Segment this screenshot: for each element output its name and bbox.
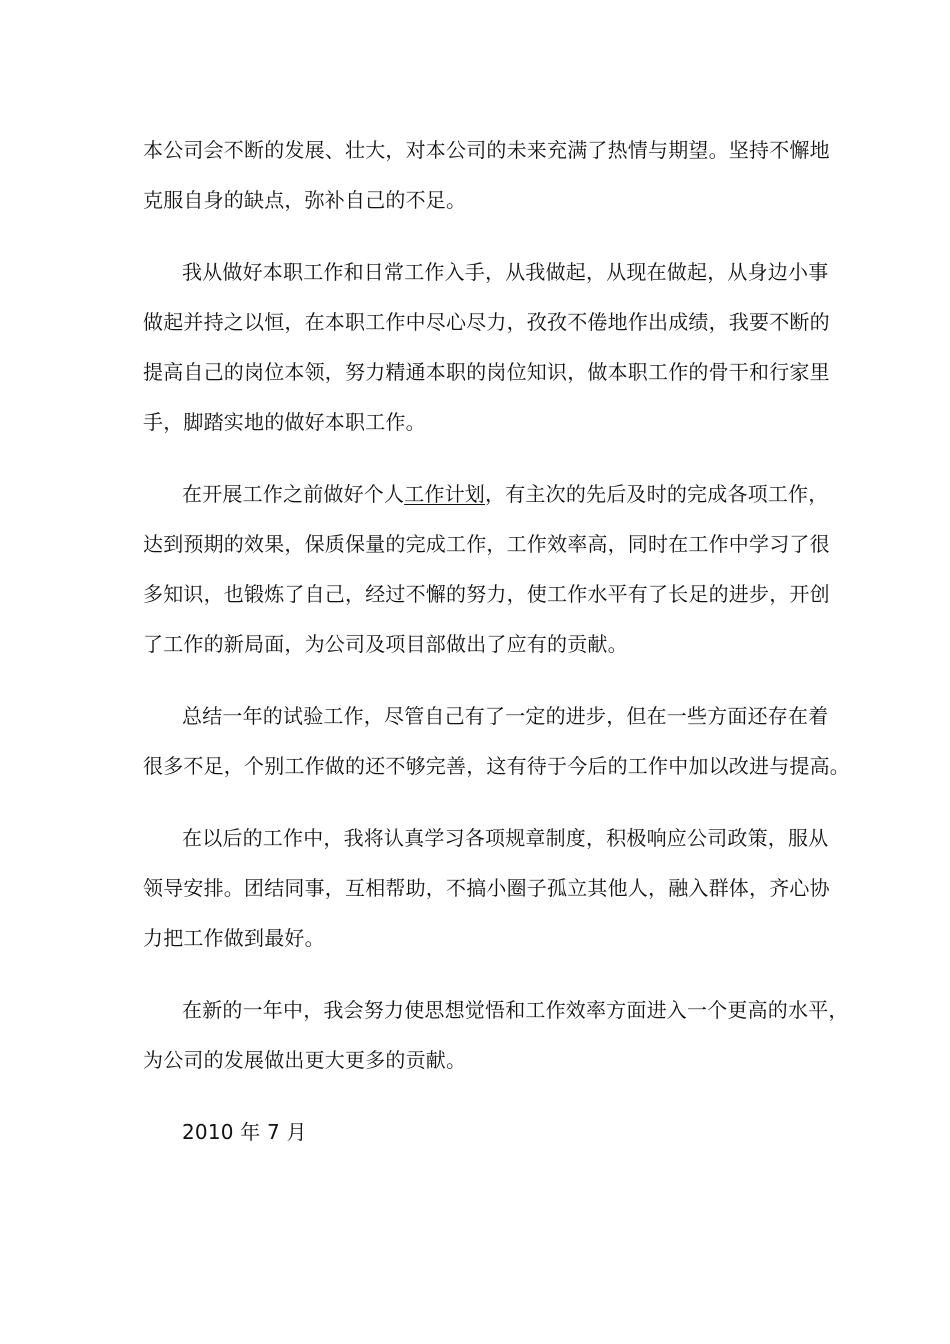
paragraph-line: 提高自己的岗位本领，努力精通本职的岗位知识，做本职工作的骨干和行家里	[143, 360, 830, 384]
paragraph-line: 我从做好本职工作和日常工作入手，从我做起，从现在做起，从身边小事	[182, 260, 829, 284]
paragraph-line: 克服自身的缺点，弥补自己的不足。	[143, 188, 467, 212]
paragraph-line: 达到预期的效果，保质保量的完成工作，工作效率高，同时在工作中学习了很	[143, 532, 830, 556]
work-plan-link[interactable]: 工作计划	[404, 482, 486, 506]
paragraph-line: 为公司的发展做出更大更多的贡献。	[143, 1048, 467, 1072]
paragraph-line: 在以后的工作中，我将认真学习各项规章制度，积极响应公司政策，服从	[182, 826, 829, 850]
paragraph-line: 本公司会不断的发展、壮大，对本公司的未来充满了热情与期望。坚持不懈地	[143, 138, 830, 162]
text-segment: ，有主次的先后及时的完成各项工作，	[485, 482, 829, 506]
paragraph-line: 了工作的新局面，为公司及项目部做出了应有的贡献。	[143, 632, 628, 656]
paragraph-line: 总结一年的试验工作，尽管自己有了一定的进步，但在一些方面还存在着	[182, 704, 829, 728]
paragraph-line: 领导安排。团结同事，互相帮助，不搞小圈子孤立其他人，融入群体，齐心协	[143, 876, 830, 900]
paragraph-line: 在新的一年中，我会努力使思想觉悟和工作效率方面进入一个更高的水平，	[182, 998, 849, 1022]
paragraph-line: 做起并持之以恒，在本职工作中尽心尽力，孜孜不倦地作出成绩，我要不断的	[143, 310, 830, 334]
paragraph-line: 力把工作做到最好。	[143, 926, 325, 950]
paragraph-line: 很多不足，个别工作做的还不够完善，这有待于今后的工作中加以改进与提高。	[143, 754, 850, 778]
document-date: 2010 年 7 月	[182, 1120, 307, 1144]
paragraph-line: 多知识，也锻炼了自己，经过不懈的努力，使工作水平有了长足的进步，开创	[143, 582, 830, 606]
paragraph-line: 手，脚踏实地的做好本职工作。	[143, 410, 426, 434]
text-segment: 在开展工作之前做好个人	[182, 482, 405, 506]
paragraph-line	[182, 480, 828, 508]
